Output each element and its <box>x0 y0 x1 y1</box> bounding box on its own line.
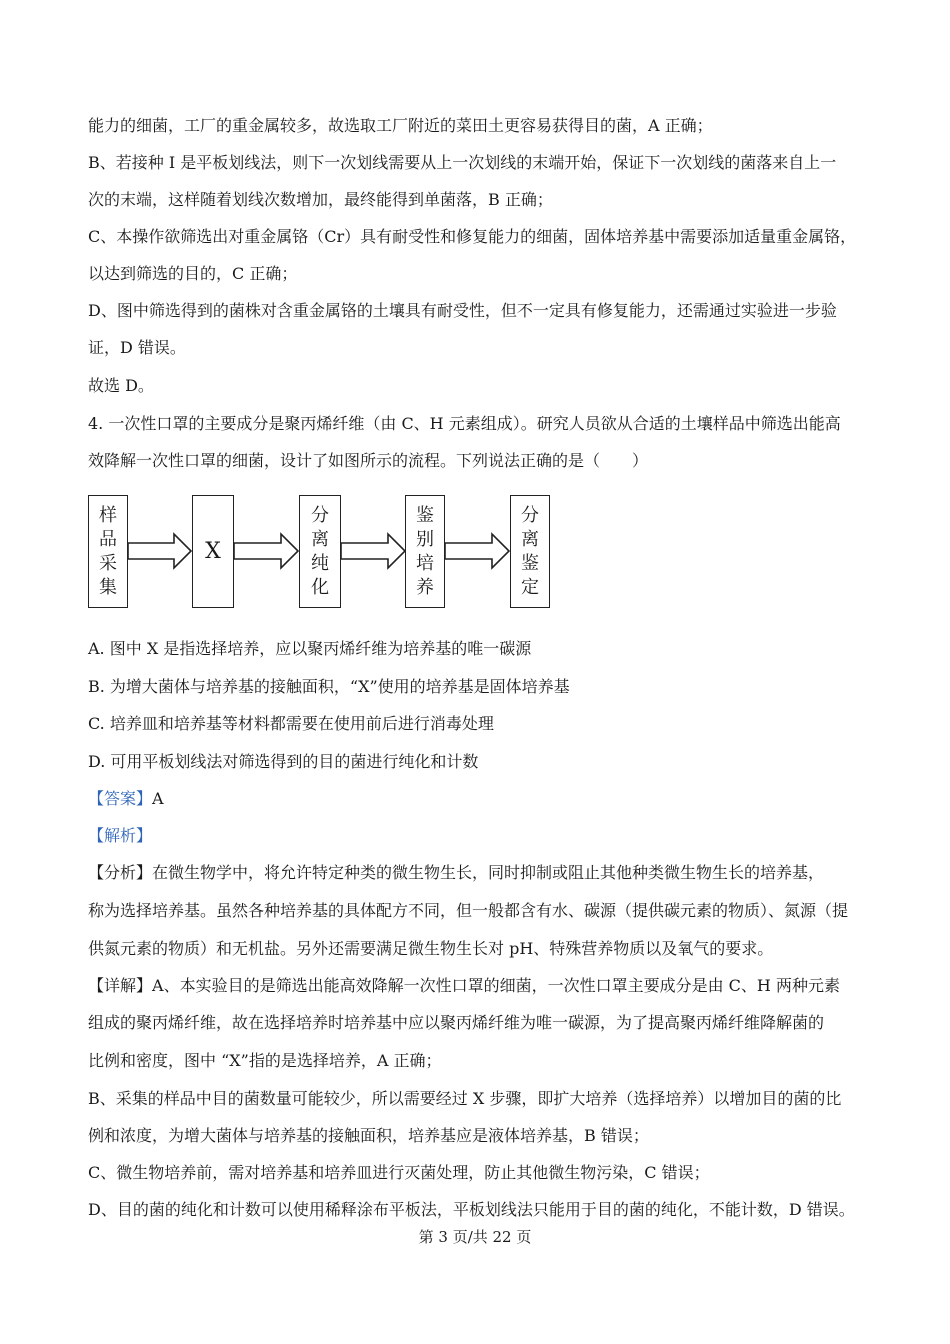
arrow-icon <box>341 534 405 568</box>
detail-line: D、目的菌的纯化和计数可以使用稀释涂布平板法，平板划线法只能用于目的菌的纯化，不能计数，D 错误。 <box>88 1200 855 1219</box>
flow-box-identification-culture <box>405 495 445 608</box>
text-line: 能力的细菌，工厂的重金属较多，故选取工厂附近的菜田土更容易获得目的菌，A 正确； <box>88 116 713 135</box>
flow-box-isolation-identification <box>510 495 550 608</box>
answer-line <box>88 789 164 809</box>
flow-box-label: 鉴别培养 <box>416 504 434 598</box>
question-stem-line: 效降解一次性口罩的细菌，设计了如图所示的流程。下列说法正确的是（ ） <box>88 451 649 470</box>
analysis-line <box>88 863 824 883</box>
analysis-line: 供氮元素的物质）和无机盐。另外还需要满足微生物生长对 pH、特殊营养物质以及氧气的要求。 <box>88 939 774 958</box>
option-a: A. 图中 X 是指选择培养，应以聚丙烯纤维为培养基的唯一碳源 <box>88 639 532 658</box>
text-line: 证，D 错误。 <box>88 338 186 357</box>
arrow-icon <box>234 534 298 568</box>
detail-line: B、采集的样品中目的菌数量可能较少，所以需要经过 X 步骤，即扩大培养（选择培养）以增加目的菌的比 <box>88 1089 842 1108</box>
flow-box-label: X <box>205 539 221 564</box>
detail-line: 例和浓度，为增大菌体与培养基的接触面积，培养基应是液体培养基，B 错误； <box>88 1126 649 1145</box>
analysis-subtag: 【分析】 <box>88 863 153 882</box>
flow-box-isolation-purification <box>299 495 341 608</box>
flow-box-label: 样品采集 <box>99 504 117 598</box>
option-c: C. 培养皿和培养基等材料都需要在使用前后进行消毒处理 <box>88 714 494 733</box>
option-b: B. 为增大菌体与培养基的接触面积，“X”使用的培养基是固体培养基 <box>88 677 570 696</box>
text-line: 次的末端，这样随着划线次数增加，最终能得到单菌落，B 正确； <box>88 190 553 209</box>
detail-line: C、微生物培养前，需对培养基和培养皿进行灭菌处理，防止其他微生物污染，C 错误； <box>88 1163 710 1182</box>
text-line: C、本操作欲筛选出对重金属铬（Cr）具有耐受性和修复能力的细菌，固体培养基中需要添加适量重金属铬， <box>88 227 857 246</box>
detail-subtag: 【详解】 <box>88 976 153 995</box>
answer-value: A <box>152 789 164 808</box>
text-line: 以达到筛选的目的，C 正确； <box>88 264 298 283</box>
flow-box-x <box>192 495 234 608</box>
detail-line: 比例和密度，图中 “X”指的是选择培养，A 正确； <box>88 1051 442 1070</box>
flow-box-sample-collection <box>88 495 128 608</box>
analysis-line: 称为选择培养基。虽然各种培养基的具体配方不同，但一般都含有水、碳源（提供碳元素的物质）、氮源（提 <box>88 901 849 920</box>
page-footer: 第 3 页/共 22 页 <box>418 1228 532 1246</box>
question-stem-line: 4. 一次性口罩的主要成分是聚丙烯纤维（由 C、H 元素组成）。研究人员欲从合适的土壤样品中筛选出能高 <box>88 414 841 433</box>
detail-text: A、本实验目的是筛选出能高效降解一次性口罩的细菌，一次性口罩主要成分是由 C、H 两种元素 <box>152 976 840 995</box>
analysis-text: 在微生物学中，将允许特定种类的微生物生长，同时抑制或阻止其他种类微生物生长的培养基， <box>152 863 825 882</box>
analysis-tag: 【解析】 <box>88 826 153 845</box>
option-d: D. 可用平板划线法对筛选得到的目的菌进行纯化和计数 <box>88 752 479 771</box>
detail-line <box>88 976 840 996</box>
arrow-icon <box>128 534 191 568</box>
text-line: 故选 D。 <box>88 376 154 395</box>
answer-tag: 【答案】 <box>88 789 153 808</box>
text-line: B、若接种 I 是平板划线法，则下一次划线需要从上一次划线的末端开始，保证下一次划线的菌落来自上一 <box>88 153 837 172</box>
flow-box-label: 分离鉴定 <box>521 504 539 598</box>
flow-box-label: 分离纯化 <box>311 504 329 598</box>
arrow-icon <box>445 534 509 568</box>
flowchart-diagram <box>88 490 558 612</box>
text-line: D、图中筛选得到的菌株对含重金属铬的土壤具有耐受性，但不一定具有修复能力，还需通过实验进一步验 <box>88 301 837 320</box>
detail-line: 组成的聚丙烯纤维，故在选择培养时培养基中应以聚丙烯纤维为唯一碳源，为了提高聚丙烯纤维降解菌的 <box>88 1013 825 1032</box>
